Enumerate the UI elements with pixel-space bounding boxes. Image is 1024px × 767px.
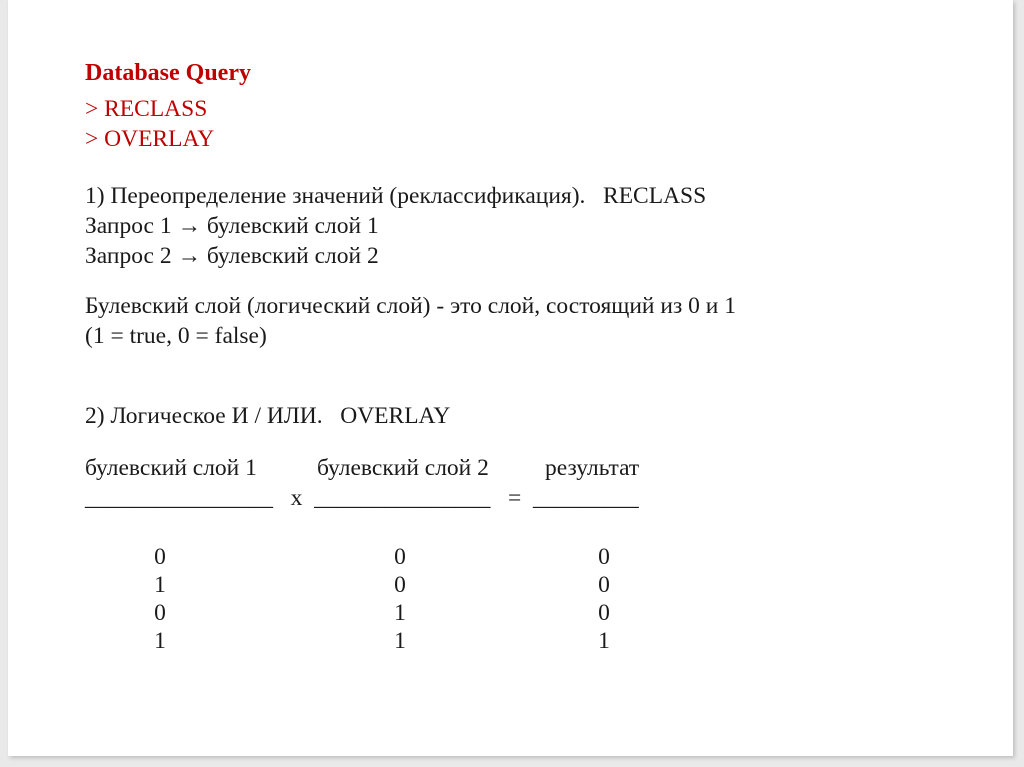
boolean-definition: Булевский слой (логический слой) - это слой, состоящий из 0 и 1 [85, 293, 736, 319]
table-cell: 0 [598, 572, 610, 598]
slide-title: Database Query [85, 60, 251, 86]
table-cell: 1 [154, 628, 166, 654]
table-cell: 1 [154, 572, 166, 598]
table-cell: 1 [598, 628, 610, 654]
slide [8, 0, 1013, 756]
boolean-values: (1 = true, 0 = false) [85, 323, 267, 349]
command-reclass: > RECLASS [85, 96, 208, 122]
query-line-1: Запрос 1 → булевский слой 1 [85, 213, 379, 239]
table-cell: 0 [394, 572, 406, 598]
table-cell: 0 [598, 544, 610, 570]
table-cell: 0 [154, 600, 166, 626]
command-overlay: > OVERLAY [85, 126, 215, 152]
table-header-layer1: булевский слой 1 [85, 455, 257, 481]
section1-heading: 1) Переопределение значений (реклассификация). RECLASS [85, 183, 707, 209]
table-cell: 0 [154, 544, 166, 570]
table-cell: 0 [598, 600, 610, 626]
table-cell: 0 [394, 544, 406, 570]
table-header-result: результат [545, 455, 640, 481]
section2-heading: 2) Логическое И / ИЛИ. OVERLAY [85, 403, 451, 429]
table-header-layer2: булевский слой 2 [317, 455, 489, 481]
table-separator: ________________ x _______________ = _________ [85, 485, 639, 511]
table-cell: 1 [394, 628, 406, 654]
query-line-2: Запрос 2 → булевский слой 2 [85, 243, 379, 269]
table-cell: 1 [394, 600, 406, 626]
